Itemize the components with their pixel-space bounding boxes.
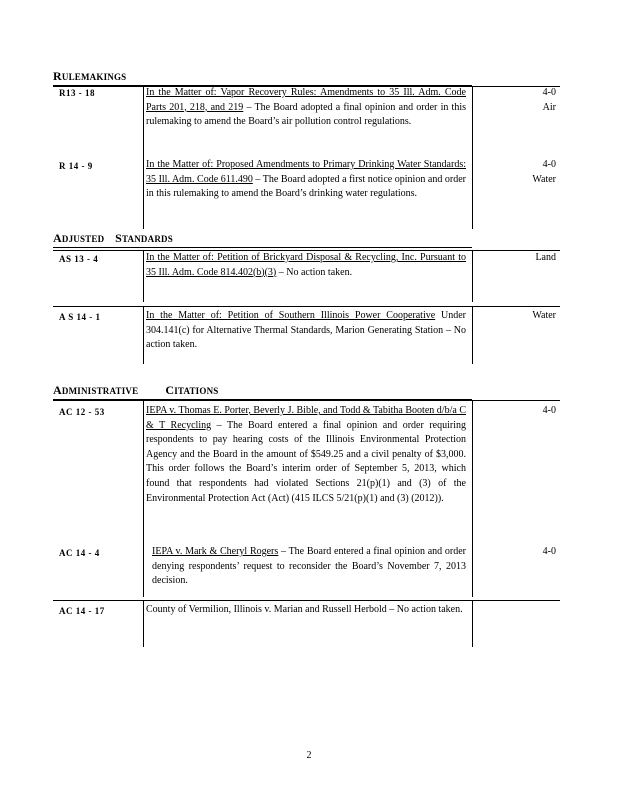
entry-text <box>146 251 466 280</box>
media: Water <box>532 173 556 185</box>
heading-initial: C <box>165 383 175 397</box>
heading-rest: DMINISTRATIVE <box>61 386 139 396</box>
docket-number: AC 14 - 4 <box>59 548 100 558</box>
heading-initial: R <box>53 69 62 83</box>
column-divider <box>143 400 144 597</box>
case-description: – No action taken. <box>276 266 353 278</box>
docket-number: AC 14 - 17 <box>59 606 105 616</box>
case-title: In the Matter of: Petition of Southern Illinois Power Cooperative <box>146 310 436 321</box>
case-title: In the Matter of: Vapor Recovery Rules: Amendments to 35 Ill. Adm. Code Parts 201, 218, and 219 <box>146 87 466 113</box>
vote: 4-0 <box>542 405 556 416</box>
media: Air <box>542 101 556 113</box>
column-divider <box>472 306 473 364</box>
docket-number: A S 14 - 1 <box>59 312 101 322</box>
case-title: IEPA v. Mark & Cheryl Rogers <box>152 546 279 557</box>
heading-rest: ITATIONS <box>174 386 219 396</box>
entry-text <box>146 603 466 618</box>
table-row <box>53 400 560 597</box>
table-row <box>53 306 560 364</box>
media: Land <box>535 252 556 263</box>
case-description: County of Vermilion, Illinois v. Marian and Russell Herbold – No action taken. <box>146 604 463 615</box>
entry-text <box>146 309 466 353</box>
section-heading-rulemakings <box>53 70 472 86</box>
section-heading-administrative-citations <box>53 384 472 400</box>
entry-text <box>146 86 466 130</box>
entry-text <box>146 404 466 506</box>
column-divider <box>472 250 473 302</box>
docket-number: AS 13 - 4 <box>59 254 99 264</box>
case-description: – The Board adopted a first notice opinion and order in this rulemaking to amend the Board’s drinking water regulations. <box>146 173 466 200</box>
vote-and-media <box>475 86 556 115</box>
section-heading-adjusted-standards <box>53 232 472 248</box>
column-divider <box>143 600 144 647</box>
case-title: In the Matter of: Proposed Amendments to Primary Drinking Water Standards: 35 Ill. Adm. Code 611.490 <box>146 159 466 185</box>
column-divider <box>472 400 473 597</box>
heading-initial: A <box>53 383 62 397</box>
column-divider <box>143 306 144 364</box>
media: Water <box>532 310 556 321</box>
entry-text <box>146 545 466 589</box>
case-title: In the Matter of: Petition of Brickyard Disposal & Recycling, Inc. Pursuant to 35 Ill. Adm. Code 814.402(b)(3) <box>146 252 466 278</box>
page-number: 2 <box>306 750 312 761</box>
column-divider <box>143 86 144 229</box>
column-divider <box>143 250 144 302</box>
heading-rest: ULEMAKINGS <box>61 72 127 82</box>
case-description: Under 304.141(c) for Alternative Thermal Standards, Marion Generating Station – No action taken. <box>146 310 466 351</box>
case-description: – The Board entered a final opinion and order requiring respondents to pay hearing costs of the Illinois Environmental Protection Agency and the Board in the amount of $549.25 and a civil penalty of $3,000. This order follows the Board’s interim order of September 5, 2013, which found that respondents had violated Sections 21(p)(1) and (3) of the Environmental Protection Act (Act) (415 ILCS 5/21(p)(1) and (3) (2012)). <box>146 419 466 504</box>
vote-and-media <box>475 158 556 187</box>
vote: 4-0 <box>542 159 556 170</box>
heading-initial: A <box>53 231 62 245</box>
heading-rest: TANDARDS <box>121 234 173 244</box>
docket-number: R 14 - 9 <box>59 161 93 171</box>
docket-number: R13 - 18 <box>59 88 95 98</box>
case-description: – The Board entered a final opinion and order denying respondents’ request to reconsider the Board’s November 7, 2013 decision. <box>152 546 466 587</box>
table-row <box>53 86 560 229</box>
column-divider <box>472 86 473 229</box>
heading-initial: S <box>115 231 122 245</box>
docket-number: AC 12 - 53 <box>59 407 105 417</box>
vote: 4-0 <box>542 87 556 98</box>
entry-text <box>146 158 466 202</box>
column-divider <box>472 600 473 647</box>
heading-rest: DJUSTED <box>61 234 105 244</box>
table-row <box>53 600 560 647</box>
case-description: – The Board adopted a final opinion and order in this rulemaking to amend the Board’s air pollution control regulations. <box>146 101 466 128</box>
vote: 4-0 <box>542 546 556 557</box>
table-row <box>53 250 560 302</box>
case-title: IEPA v. Thomas E. Porter, Beverly J. Bible, and Todd & Tabitha Booten d/b/a C & T Recycling <box>146 405 466 431</box>
